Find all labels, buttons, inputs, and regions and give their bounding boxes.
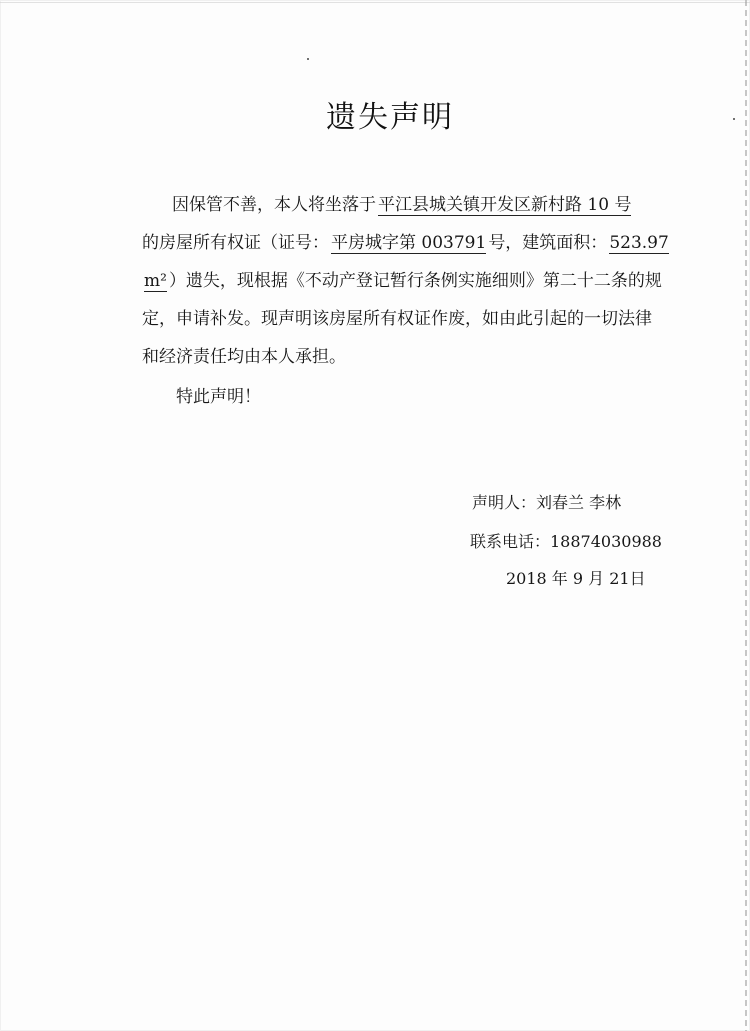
property-address: 平江县城关镇开发区新村路 10 号 bbox=[378, 195, 632, 215]
body-line-4 bbox=[142, 304, 652, 329]
declarant-line: 声明人：刘春兰 李林 bbox=[472, 493, 622, 512]
scan-edge-right bbox=[745, 0, 747, 1031]
body-line-2 bbox=[142, 228, 671, 254]
body-line-1 bbox=[172, 190, 633, 216]
scan-edge-top bbox=[0, 2, 750, 3]
body-text: 因保管不善，本人将坐落于 bbox=[172, 195, 376, 215]
certificate-number: 平房城字第 003791 bbox=[331, 233, 487, 253]
body-line-3 bbox=[142, 266, 662, 292]
body-text: ）遗失，现根据《不动产登记暂行条例实施细则》第二十二条的规 bbox=[168, 271, 662, 291]
scan-speck bbox=[307, 58, 309, 60]
body-text: 的房屋所有权证（证号： bbox=[142, 233, 329, 253]
document-title: 遗失声明 bbox=[326, 100, 454, 135]
area-unit: m² bbox=[144, 271, 167, 291]
body-line-5 bbox=[142, 342, 346, 367]
body-text: 号，建筑面积： bbox=[488, 233, 608, 253]
phone-line: 联系电话：18874030988 bbox=[470, 532, 662, 551]
closing-remark: 特此声明！ bbox=[176, 387, 261, 407]
body-text: 和经济责任均由本人承担。 bbox=[142, 347, 346, 367]
body-text: 定，申请补发。现声明该房屋所有权证作废，如由此引起的一切法律 bbox=[142, 309, 652, 329]
building-area: 523.97 bbox=[609, 233, 669, 253]
date-line: 2018 年 9 月 21日 bbox=[506, 569, 646, 588]
